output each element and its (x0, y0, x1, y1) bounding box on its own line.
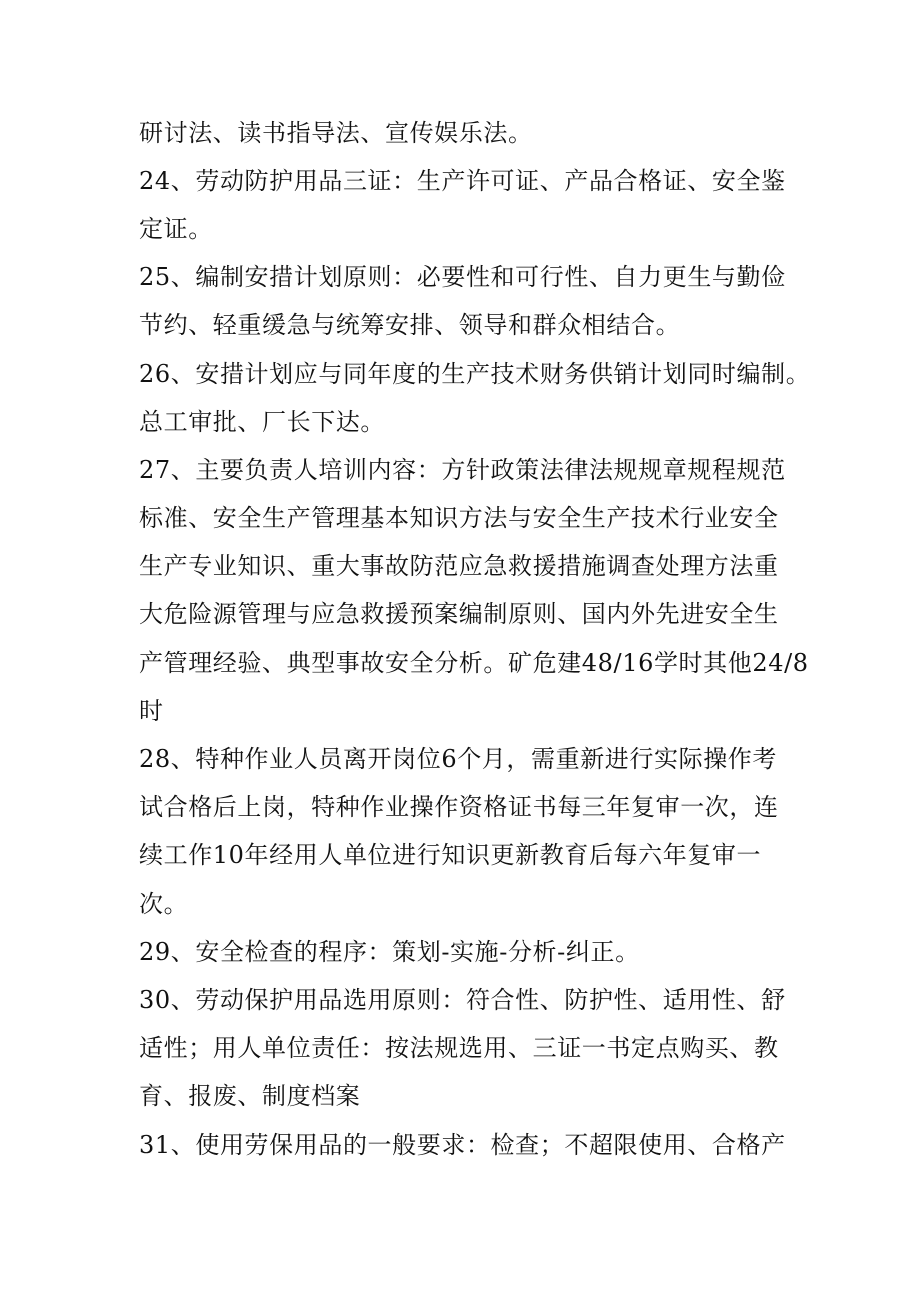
text-line: 30、劳动保护用品选用原则：符合性、防护性、适用性、舒 (139, 986, 786, 1014)
text-line: 续工作10年经用人单位进行知识更新教育后每六年复审一 (139, 841, 762, 869)
text-line: 24、劳动防护用品三证：生产许可证、产品合格证、安全鉴 (139, 167, 786, 195)
text-line: 29、安全检查的程序：策划-实施-分析-纠正。 (139, 938, 640, 966)
text-line: 生产专业知识、重大事故防范应急救援措施调查处理方法重 (139, 552, 779, 580)
text-line: 育、报废、制度档案 (139, 1082, 361, 1110)
text-line: 试合格后上岗，特种作业操作资格证书每三年复审一次，连 (139, 793, 779, 821)
text-line: 大危险源管理与应急救援预案编制原则、国内外先进安全生 (139, 600, 779, 628)
text-line: 时 (139, 697, 164, 725)
text-line: 次。 (139, 890, 189, 918)
text-line: 产管理经验、典型事故安全分析。矿危建48/16学时其他24/8 (139, 649, 809, 677)
text-line: 定证。 (139, 215, 213, 243)
text-line: 26、安措计划应与同年度的生产技术财务供销计划同时编制。 (139, 360, 811, 388)
text-line: 适性；用人单位责任：按法规选用、三证一书定点购买、教 (139, 1034, 779, 1062)
text-line: 28、特种作业人员离开岗位6个月，需重新进行实际操作考 (139, 745, 778, 773)
text-line: 标准、安全生产管理基本知识方法与安全生产技术行业安全 (139, 504, 779, 532)
text-line: 研讨法、读书指导法、宣传娱乐法。 (139, 119, 533, 147)
text-line: 25、编制安措计划原则：必要性和可行性、自力更生与勤俭 (139, 263, 786, 291)
text-line: 27、主要负责人培训内容：方针政策法律法规规章规程规范 (139, 456, 786, 484)
text-line: 31、使用劳保用品的一般要求：检查；不超限使用、合格产 (139, 1131, 786, 1159)
text-line: 节约、轻重缓急与统筹安排、领导和群众相结合。 (139, 311, 681, 339)
text-line: 总工审批、厂长下达。 (139, 408, 385, 436)
